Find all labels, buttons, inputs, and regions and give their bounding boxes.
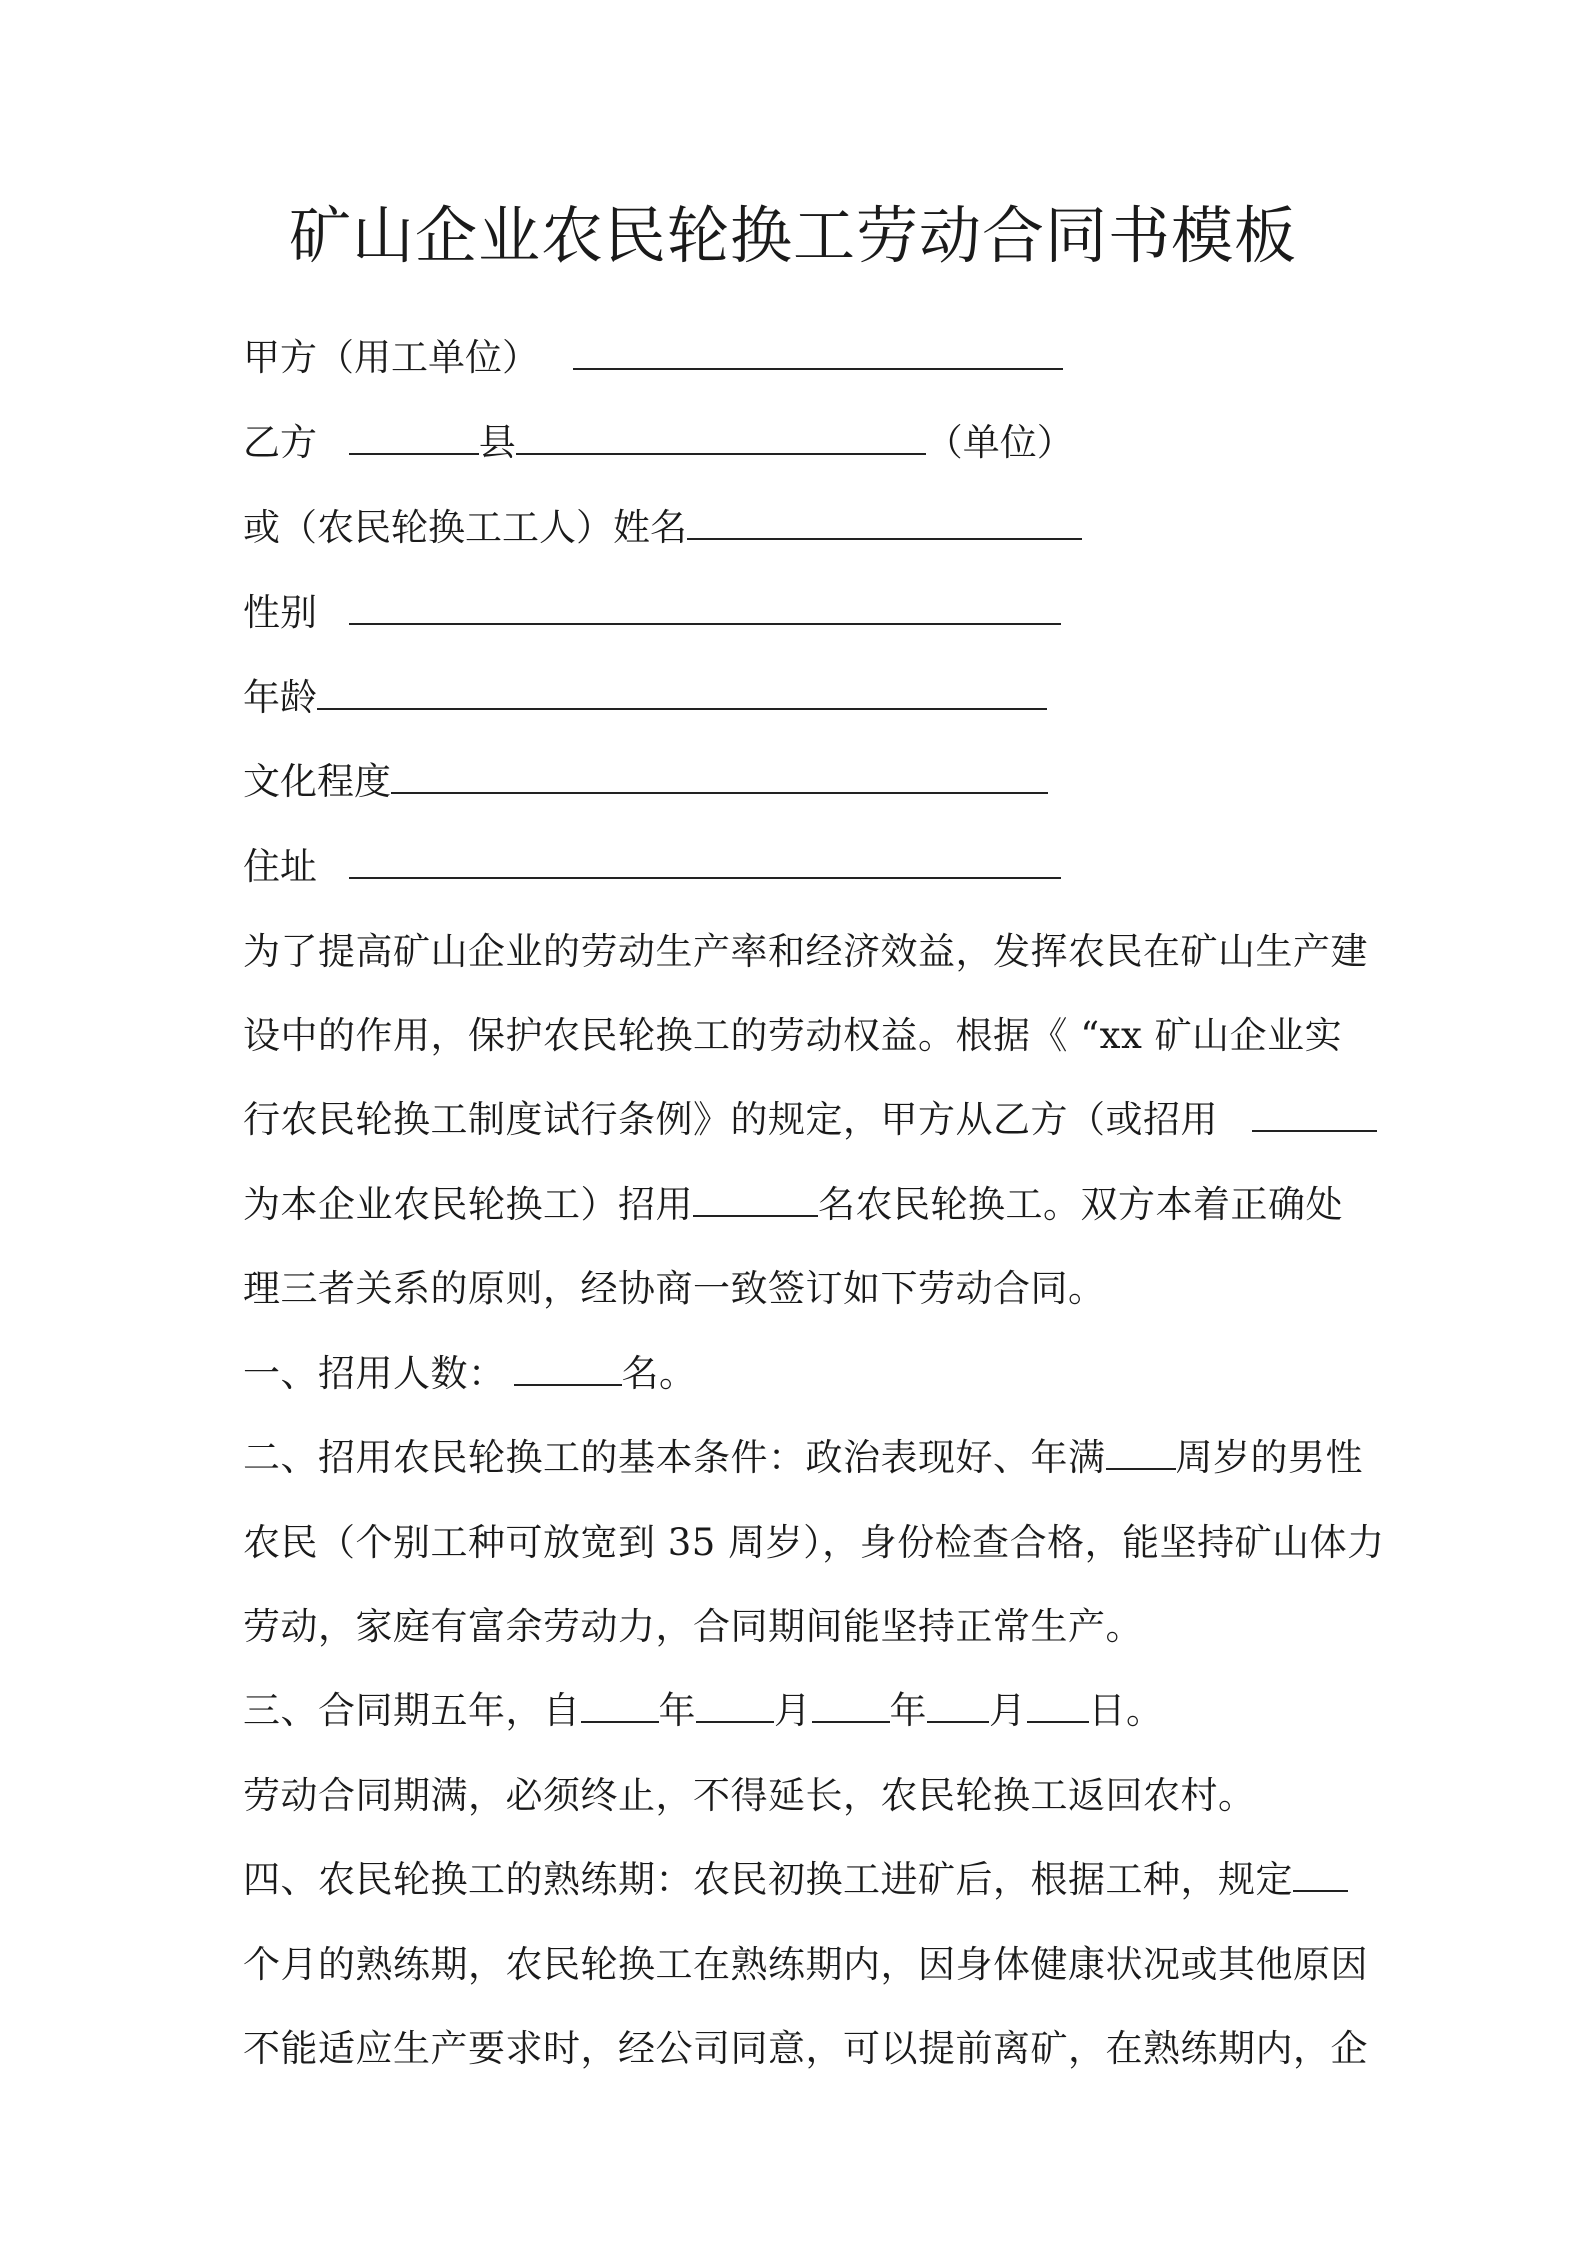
- start-month-blank[interactable]: [696, 1687, 774, 1723]
- preamble-line-4b: 名农民轮换工。双方本着正确处: [818, 1183, 1343, 1226]
- unit-label: （单位）: [925, 421, 1074, 464]
- party-a-label: 甲方（用工单位）: [243, 336, 539, 379]
- start-year-label: 年: [658, 1689, 696, 1732]
- clause-4-line-1: [243, 1855, 1348, 1905]
- headcount-blank[interactable]: [514, 1350, 622, 1386]
- party-a-line: [243, 333, 1063, 383]
- gender-label: 性别: [243, 591, 317, 634]
- clause-4-line-2: 个月的熟练期，农民轮换工在熟练期内，因身体健康状况或其他原因: [243, 1943, 1368, 1986]
- age-blank[interactable]: [317, 674, 1047, 710]
- clause-2-line-3: 劳动，家庭有富余劳动力，合同期间能坚持正常生产。: [243, 1605, 1143, 1648]
- preamble-line-1: 为了提高矿山企业的劳动生产率和经济效益，发挥农民在矿山生产建: [243, 930, 1368, 973]
- clause-1-text: 一、招用人数：: [243, 1352, 506, 1395]
- county-blank[interactable]: [349, 419, 479, 455]
- worker-name-line: [243, 503, 1082, 553]
- gender-blank[interactable]: [349, 589, 1061, 625]
- address-blank[interactable]: [349, 843, 1061, 879]
- preamble-line-2: 设中的作用，保护农民轮换工的劳动权益。根据《 “xx 矿山企业实: [243, 1014, 1343, 1057]
- preamble-line-4: [243, 1180, 1343, 1230]
- address-line: [243, 842, 1061, 892]
- unit-blank[interactable]: [516, 419, 926, 455]
- education-blank[interactable]: [391, 758, 1048, 794]
- education-label: 文化程度: [243, 760, 391, 803]
- recruit-count-blank[interactable]: [693, 1181, 818, 1217]
- start-month-label: 月: [774, 1689, 812, 1732]
- document-title: 矿山企业农民轮换工劳动合同书模板: [288, 199, 1297, 272]
- clause-3-line-1: [243, 1686, 1164, 1736]
- end-day-label: 日。: [1088, 1689, 1164, 1732]
- preamble-line-5: 理三者关系的原则，经协商一致签订如下劳动合同。: [243, 1267, 1106, 1310]
- clause-2-line-1: [243, 1433, 1363, 1483]
- clause-2-text: 二、招用农民轮换工的基本条件：政治表现好、年满: [243, 1436, 1106, 1479]
- clause-3-line-2: 劳动合同期满，必须终止，不得延长，农民轮换工返回农村。: [243, 1774, 1256, 1817]
- start-year-blank[interactable]: [581, 1687, 659, 1723]
- clause-1-suffix: 名。: [621, 1352, 697, 1395]
- preamble-line-4a: 为本企业农民轮换工）招用: [243, 1183, 693, 1226]
- end-year-blank[interactable]: [812, 1687, 890, 1723]
- gender-line: [243, 588, 1061, 638]
- end-year-label: 年: [889, 1689, 927, 1732]
- clause-1-line: [243, 1349, 697, 1399]
- clause-2-line-2: 农民（个别工种可放宽到 35 周岁），身份检查合格，能坚持矿山体力: [243, 1521, 1385, 1564]
- education-line: [243, 757, 1048, 807]
- age-line: [243, 673, 1047, 723]
- clause-4-line-3: 不能适应生产要求时，经公司同意，可以提前离矿，在熟练期内，企: [243, 2027, 1368, 2070]
- end-month-label: 月: [989, 1689, 1027, 1732]
- age-label: 年龄: [243, 676, 317, 719]
- party-b-line: [243, 418, 1074, 468]
- clause-3-text: 三、合同期五年，自: [243, 1689, 581, 1732]
- worker-name-label: 或（农民轮换工工人）姓名: [243, 506, 687, 549]
- worker-name-blank[interactable]: [687, 504, 1082, 540]
- recruit-source-blank[interactable]: [1252, 1096, 1377, 1132]
- clause-2-suffix: 周岁的男性: [1175, 1436, 1363, 1479]
- party-a-blank[interactable]: [573, 334, 1063, 370]
- preamble-line-3: [243, 1095, 1377, 1145]
- end-month-blank[interactable]: [927, 1687, 989, 1723]
- county-label: 县: [478, 421, 516, 464]
- age-limit-blank[interactable]: [1106, 1434, 1176, 1470]
- clause-4-text: 四、农民轮换工的熟练期：农民初换工进矿后，根据工种，规定: [243, 1858, 1293, 1901]
- preamble-line-3-text: 行农民轮换工制度试行条例》的规定，甲方从乙方（或招用: [243, 1098, 1218, 1141]
- end-day-blank[interactable]: [1027, 1687, 1089, 1723]
- address-label: 住址: [243, 845, 317, 888]
- training-months-blank[interactable]: [1293, 1856, 1348, 1892]
- party-b-label: 乙方: [243, 421, 317, 464]
